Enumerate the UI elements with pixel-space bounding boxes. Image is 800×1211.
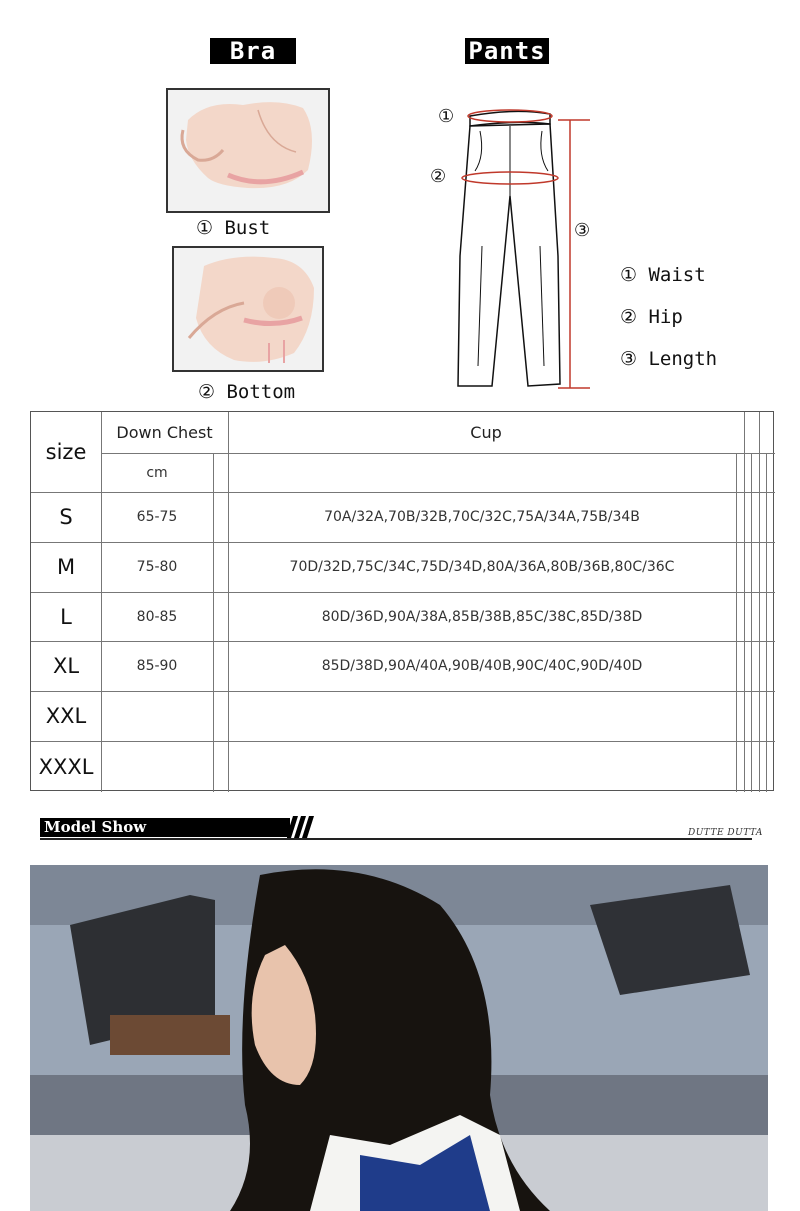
size-cell: XXXL [38, 754, 94, 779]
size-cell: S [59, 505, 73, 529]
bust-label: ① Bust [196, 217, 271, 239]
chest-cell [101, 691, 213, 741]
size-cell: M [56, 555, 76, 579]
bottom-illustration [172, 246, 324, 372]
hip-label: ② Hip [620, 306, 683, 328]
model-show-title: Model Show [44, 818, 147, 836]
size-cell: L [60, 604, 72, 629]
down-chest-header: Down Chest [116, 423, 213, 442]
cup-cell: 70D/32D,75C/34C,75D/34D,80A/36A,80B/36B,80C/36C [289, 559, 675, 575]
cup-cell: 80D/36D,90A/38A,85B/38B,85C/38C,85D/38D [321, 608, 643, 625]
pants-marker-1: ① [438, 106, 455, 127]
chest-cell: 75-80 [136, 559, 178, 575]
pants-marker-2: ② [430, 166, 447, 187]
bottom-label: ② Bottom [198, 381, 296, 403]
bust-illustration [166, 88, 330, 213]
pants-marker-3: ③ [574, 220, 591, 241]
cup-cell: 85D/38D,90A/40A,90B/40B,90C/40C,90D/40D [321, 658, 643, 674]
chest-cell [101, 741, 213, 792]
size-table [30, 411, 774, 791]
cup-cell: 70A/32A,70B/32B,70C/32C,75A/34A,75B/34B [324, 509, 640, 525]
waist-label: ① Waist [620, 264, 706, 286]
cup-cell [228, 741, 736, 792]
cup-cell [228, 691, 736, 741]
unit-header: cm [146, 464, 168, 481]
pants-title: Pants [465, 38, 549, 64]
brand-logo: DUTTE DUTTA [688, 828, 763, 838]
slash-decoration [287, 816, 317, 838]
model-show-divider [40, 838, 752, 840]
size-cell: XXL [45, 704, 87, 728]
bra-title: Bra [210, 38, 296, 64]
size-header: size [45, 440, 87, 464]
chest-cell: 85-90 [136, 658, 178, 674]
pants-diagram [430, 96, 610, 396]
length-label: ③ Length [620, 348, 718, 370]
cup-header: Cup [470, 423, 502, 442]
chest-cell: 80-85 [136, 608, 178, 625]
size-cell: XL [52, 654, 80, 678]
chest-cell: 65-75 [136, 509, 178, 525]
model-photo [30, 865, 768, 1211]
